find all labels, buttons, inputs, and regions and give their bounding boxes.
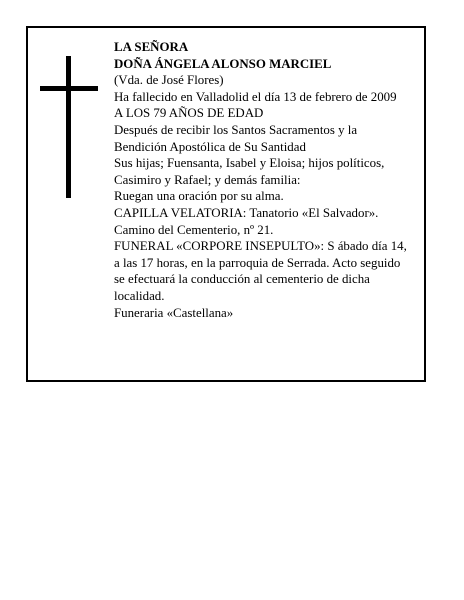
obituary-notice (26, 26, 426, 382)
sacraments-line-1: Después de recibir los Santos Sacramentos y la (114, 122, 358, 137)
funeral-line-3: se efectuará la conducción al cementerio de dicha (114, 272, 370, 287)
age: A LOS 79 AÑOS DE EDAD (114, 106, 264, 121)
title: LA SEÑORA (114, 40, 189, 54)
chapel-line-1: CAPILLA VELATORIA: Tanatorio «El Salvador». (114, 205, 379, 220)
latin-cross-icon (40, 56, 98, 198)
funeral-line-4: localidad. (114, 288, 165, 303)
prayer-request: Ruegan una oración por su alma. (114, 189, 284, 204)
death-notice: Ha fallecido en Valladolid el día 13 de febrero de 2009 (114, 89, 397, 104)
cross-horizontal-bar (40, 86, 98, 91)
cross-vertical-bar (66, 56, 71, 198)
funeral-line-1: FUNERAL «CORPORE INSEPULTO»: S ábado día 14, (114, 239, 407, 254)
family-line-2: Casimiro y Rafael; y demás familia: (114, 172, 301, 187)
family-line-1: Sus hijas; Fuensanta, Isabel y Eloisa; hijos políticos, (114, 156, 385, 171)
widow-of: (Vda. de José Flores) (114, 73, 224, 88)
funeral-home: Funeraria «Castellana» (114, 305, 234, 320)
funeral-line-2: a las 17 horas, en la parroquia de Serrada. Acto seguido (114, 255, 401, 270)
sacraments-line-2: Bendición Apostólica de Su Santidad (114, 139, 306, 154)
deceased-name: DOÑA ÁNGELA ALONSO MARCIEL (114, 56, 332, 71)
obituary-text (114, 39, 426, 321)
chapel-line-2: Camino del Cementerio, nº 21. (114, 222, 274, 237)
